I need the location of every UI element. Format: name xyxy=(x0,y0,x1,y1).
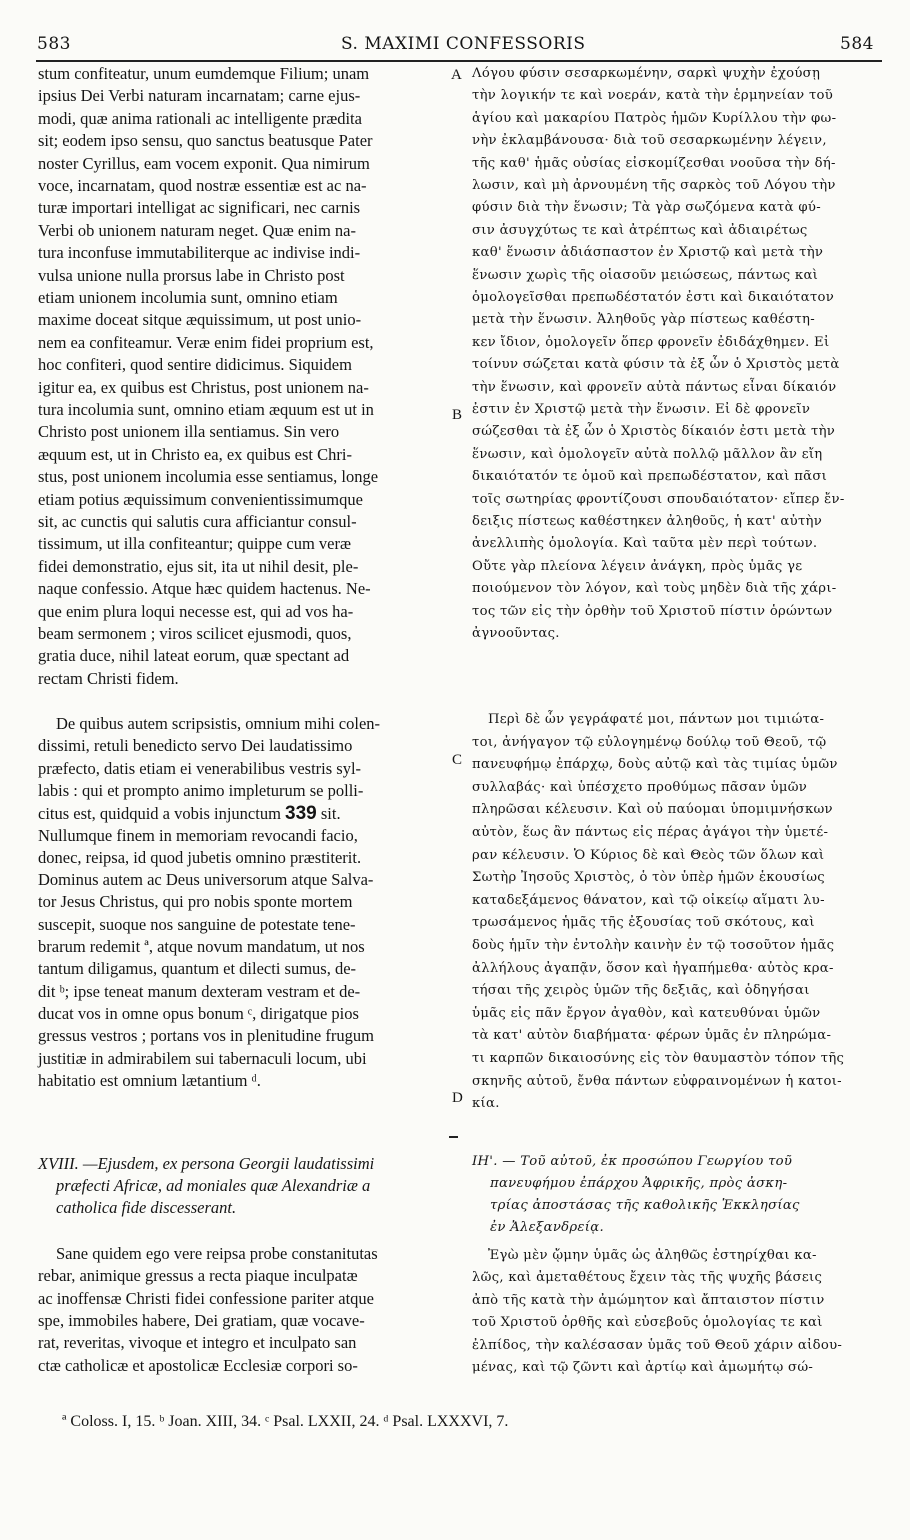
greek-line: συλλαβάς· καὶ ὑπέσχετο προθύμως πᾶσαν ὑμῶν xyxy=(472,779,808,795)
page-number-right: 584 xyxy=(840,34,874,54)
greek-line: σιν ἀσυγχύτως τε καὶ ἀτρέπτως καὶ ἀδιαιρέτως xyxy=(472,222,808,238)
margin-letter-a: A xyxy=(451,67,462,83)
latin-line: brarum redemit ª, atque novum mandatum, ut nos xyxy=(38,937,365,956)
greek-line: τὰ κατ' αὐτὸν διαβήματα· φέρων ὑμᾶς ἐν πληρώμα- xyxy=(472,1028,832,1044)
latin-line: nem ea confiteamur. Veræ enim fidei proprium est, xyxy=(38,332,374,352)
greek-line: ἀπὸ τῆς κατὰ τὴν ἀμώμητον καὶ ἄπταιστον πίστιν xyxy=(472,1292,825,1308)
latin-heading-line: XVIII. —Ejusdem, ex persona Georgii laudatissimi xyxy=(38,1154,375,1173)
latin-line: noster Cyrillus, eam vocem exponit. Qua nimirum xyxy=(38,153,370,173)
latin-line: dissimi, retuli benedicto servo Dei laudatissimo xyxy=(38,736,353,756)
greek-line: πανευφήμῳ ἐπάρχῳ, δοὺς αὐτῷ καὶ τὰς τιμίας ὑμῶν xyxy=(472,757,838,773)
greek-line: δοὺς ἡμῖν τὴν ἐντολὴν καινὴν ἐν τῷ τοσοῦτον ἡμᾶς xyxy=(472,938,835,953)
greek-line: τοίνυν σώζεται κατὰ φύσιν τὰ ἐξ ὧν ὁ Χριστὸς μετὰ xyxy=(472,357,840,373)
latin-line: justitiæ in admirabilem sui tabernaculi locum, ubi xyxy=(38,1048,367,1068)
latin-line: labis : qui et prompto animo impleturum se polli- xyxy=(38,780,364,800)
latin-line: vulsa unione nulla prorsus labe in Christo post xyxy=(38,265,345,285)
greek-line: ἀγνοοῦντας. xyxy=(472,626,560,641)
greek-line: Ἐγὼ μὲν ᾤμην ὑμᾶς ὡς ἀληθῶς ἐστηρίχθαι κα- xyxy=(488,1248,817,1263)
greek-line: τοι, ἀνήγαγον τῷ εὐλογημένῳ δούλῳ τοῦ Θεοῦ, τῷ xyxy=(472,734,827,750)
latin-line: tor Jesus Christus, qui pro nobis sponte mortem xyxy=(38,892,353,912)
latin-line: modi, quæ anima rationali ac intelligente prædita xyxy=(38,108,362,128)
greek-heading-line: τρίας ἀποστάσας τῆς καθολικῆς Ἐκκλησίας xyxy=(490,1198,800,1213)
greek-heading-line: ἐν Ἀλεξανδρείᾳ. xyxy=(490,1220,604,1235)
greek-line: δικαιότατόν τε ὁμοῦ καὶ πρεπωδέστατον, καὶ πᾶσι xyxy=(472,469,828,485)
margin-letter-b: B xyxy=(452,407,463,423)
latin-line: De quibus autem scripsistis, omnium mihi colen- xyxy=(56,714,381,733)
latin-line: tissimum, ut illa confiteantur; quippe cum veræ xyxy=(38,534,351,554)
greek-line: λωσιν, καὶ μὴ ἀρνουμένη τῆς σαρκὸς τοῦ Λόγου τὴν xyxy=(472,178,836,193)
greek-line: καταδεξάμενος θάνατον, καὶ τῷ οἰκείῳ αἵματι λυ- xyxy=(472,892,825,908)
page-number-left: 583 xyxy=(37,34,71,54)
greek-line: Οὔτε γὰρ πλείονα λέγειν ἀνάγκη, πρὸς ὑμᾶς γε xyxy=(472,558,803,574)
column-number: 339 xyxy=(285,803,317,825)
greek-line: τοῖς σωτηρίας φροντίζουσι σπουδαιότατον· εἴπερ ἔν- xyxy=(472,491,845,507)
greek-heading-line: ΙΗ'. — Τοῦ αὐτοῦ, ἐκ προσώπου Γεωργίου τοῦ xyxy=(472,1154,793,1169)
latin-line: voce, incarnatam, quod nostræ essentiæ est ac na- xyxy=(38,176,367,195)
greek-line: πληρῶσαι κέλευσιν. Καὶ οὐ παύομαι ὑπομιμνήσκων xyxy=(472,802,833,818)
latin-line xyxy=(38,803,341,825)
latin-line: tura incolumia sunt, omnino etiam æquum est ut in xyxy=(38,400,374,419)
greek-line: τος τῶν εἰς τὴν ὀρθὴν τοῦ Χριστοῦ πίστιν ὁρώντων xyxy=(472,603,833,619)
latin-line: ducat vos in omne opus bonum ᶜ, dirigatque pios xyxy=(38,1003,359,1023)
greek-line: λῶς, καὶ ἀμεταθέτους ἔχειν τὰς τῆς ψυχῆς βάσεις xyxy=(472,1270,823,1286)
greek-line: σκηνῆς αὐτοῦ, ἔνθα πάντων εὐφραινομένων ἡ κατοι- xyxy=(472,1073,842,1089)
greek-line: ἀνελλιπὴς ὁμολογία. Καὶ ταῦτα μὲν περὶ τούτων. xyxy=(472,536,818,552)
latin-line: hoc confiteri, quod sentire didicimus. Siquidem xyxy=(38,355,352,375)
latin-line: gressus vestros ; portans vos in plenitudine frugum xyxy=(38,1026,374,1046)
latin-line: Verbi ob unionem naturam neget. Quæ enim na- xyxy=(38,220,357,240)
latin-line: Dominus autem ac Deus universorum atque Salva- xyxy=(38,870,374,890)
footnotes: ª Coloss. I, 15. ᵇ Joan. XIII, 34. ᶜ Psal. LXXII, 24. ᵈ Psal. LXXXVI, 7. xyxy=(62,1413,509,1430)
latin-line: beam sermonem ; viros scilicet ejusmodi, quos, xyxy=(38,624,352,643)
latin-line: rat, reveritas, vivoque et integro et inculpato san xyxy=(38,1333,357,1353)
greek-line: τήσαι τῆς χειρὸς ὑμῶν τῆς δεξιᾶς, καὶ ὁδηγήσαι xyxy=(472,983,810,999)
greek-line: ἕνωσιν, καὶ ὁμολογεῖν αὐτὰ πολλῷ μᾶλλον ἂν εἴη xyxy=(472,446,823,462)
latin-line: gratia duce, nihil lateat eorum, quæ spectant ad xyxy=(38,646,350,666)
greek-line: τῆς καθ' ἡμᾶς οὐσίας εἰσκομίζεσθαι νοοῦσα τὴν δή- xyxy=(472,155,836,171)
greek-line: ἕνωσιν χωρὶς τῆς οἱασοῦν μειώσεως, πάντως καὶ xyxy=(472,267,819,283)
latin-line: ctæ catholicæ et apostolicæ Ecclesiæ corpori so- xyxy=(38,1355,358,1375)
greek-line: κεν ἴδιον, ὁμολογεῖν ὅπερ φρονεῖν ἐδιδάχθημεν. Εἰ xyxy=(472,334,830,350)
latin-line: Sane quidem ego vere reipsa probe constanitutas xyxy=(56,1244,378,1263)
greek-line: τὴν λογικήν τε καὶ νοεράν, κατὰ τὴν ἑρμηνείαν τοῦ xyxy=(472,88,834,104)
latin-line: que enim plura loqui necesse est, qui ad vos ha- xyxy=(38,601,354,621)
latin-line: spe, immobiles habere, Dei gratiam, quæ vocave- xyxy=(38,1310,365,1330)
greek-line: μένας, καὶ τῷ ζῶντι καὶ ἀρτίῳ καὶ ἀμωμήτῳ σώ- xyxy=(472,1360,814,1375)
latin-line: tura inconfuse immutabiliterque ac indivise indi- xyxy=(38,243,361,263)
greek-line: τρωσάμενος ἡμᾶς τῆς ἐξουσίας τοῦ σκότους, καὶ xyxy=(472,915,815,931)
greek-line: ραν κέλευσιν. Ὁ Κύριος δὲ καὶ Θεὸς τῶν ὅλων καὶ xyxy=(472,847,825,863)
greek-line: ὑμᾶς εἰς πᾶν ἔργον ἀγαθὸν, καὶ κατευθύναι ὑμῶν xyxy=(472,1005,821,1021)
greek-line: ἐστιν ἐν Χριστῷ μετὰ τὴν ἕνωσιν. Εἰ δὲ φρονεῖν xyxy=(472,402,811,417)
latin-heading-line: catholica fide discesserant. xyxy=(56,1198,237,1217)
latin-line: sit; eodem ipso sensu, quo sanctus beatusque Pater xyxy=(38,131,373,151)
greek-line: δειξις πίστεως καθέστηκεν ἀληθοῦς, ἡ κατ' αὐτὴν xyxy=(472,514,823,529)
greek-line: Περὶ δὲ ὧν γεγράφατέ μοι, πάντων μοι τιμιώτα- xyxy=(488,712,825,727)
latin-line: turæ importari intelligat ac significari, nec carnis xyxy=(38,198,361,218)
margin-letter-c: C xyxy=(452,752,463,768)
greek-line: νὴν ἐκλαμβάνουσα· διὰ τοῦ σεσαρκωμένην λέγειν, xyxy=(472,133,827,149)
greek-line: μετὰ τὴν ἕνωσιν. Ἀληθοῦς γὰρ πίστεως καθέστη- xyxy=(472,312,815,328)
latin-line: maxime doceat sitque æquissimum, ut post unio- xyxy=(38,310,362,330)
latin-line: etiam unionem incolumia sunt, omnino etiam xyxy=(38,288,338,307)
greek-line: ἁγίου καὶ μακαρίου Πατρὸς ἡμῶν Κυρίλλου τὴν φω- xyxy=(472,110,837,126)
greek-line: ἐλπίδος, τὴν καλέσασαν ὑμᾶς τοῦ Θεοῦ χάριν αἰδου- xyxy=(472,1337,843,1353)
latin-line: rebar, animique gressus a recta piaque inculpatæ xyxy=(38,1266,358,1286)
greek-line: κία. xyxy=(472,1096,500,1112)
latin-line: ac inoffensæ Christi fidei confessione pariter atque xyxy=(38,1288,375,1308)
greek-line: φύσιν διὰ τὴν ἕνωσιν; Τὰ γὰρ σωζόμενα κατὰ φύ- xyxy=(472,200,821,216)
page-title: S. MAXIMI CONFESSORIS xyxy=(341,34,586,54)
greek-line: τι καρπῶν δικαιοσύνης εἰς τὸν θαυμαστὸν τόπον τῆς xyxy=(472,1051,845,1066)
latin-line-text: sit. xyxy=(316,804,341,824)
latin-line: stus, post unionem incolumia esse sentiamus, longe xyxy=(38,467,379,487)
latin-line: tantum diligamus, quantum et dilecti sumus, de- xyxy=(38,959,357,979)
greek-line: σώζεσθαι τὰ ἐξ ὧν ὁ Χριστὸς δίκαιόν ἐστι μετὰ τὴν xyxy=(472,424,836,440)
latin-line: igitur ea, ex quibus est Christus, post unionem na- xyxy=(38,377,369,397)
latin-line: stum confiteatur, unum eumdemque Filium; unam xyxy=(38,64,370,83)
latin-line: æquum est, ut in Christo ea, ex quibus est Chri- xyxy=(38,444,352,464)
latin-heading-line: præfecti Africæ, ad moniales quæ Alexandriæ a xyxy=(56,1176,371,1195)
greek-line: τὴν ἕνωσιν, καὶ φρονεῖν αὐτὰ πάντως εἶναι δίκαιόν xyxy=(472,379,837,395)
latin-line: etiam potius æquissimum convenientissimumque xyxy=(38,489,363,509)
latin-line: præfecto, datis etiam ei venerabilibus vestris syl- xyxy=(38,758,362,778)
latin-line: naque confessio. Atque hæc quidem hactenus. Ne- xyxy=(38,579,371,599)
greek-line: ὁμολογεῖσθαι πρεπωδέστατόν ἐστι καὶ δικαιότατον xyxy=(472,290,835,305)
latin-line: suscepit, suoque nos sanguine de potestate tene- xyxy=(38,914,356,934)
greek-line: καθ' ἕνωσιν ἀδιάσπαστον ἐν Χριστῷ καὶ μετὰ τὴν xyxy=(472,245,824,261)
greek-line: ἀλλήλους ἀγαπᾷν, ὅσον καὶ ἠγαπήμεθα· αὐτὸς κρα- xyxy=(472,960,834,976)
latin-line: habitatio est omnium lætantium ᵈ. xyxy=(38,1070,261,1090)
header-rule xyxy=(36,60,882,62)
greek-line: τοῦ Χριστοῦ ὀρθῆς καὶ εὐσεβοῦς ὁμολογίας τε καὶ xyxy=(472,1315,823,1331)
latin-line: ipsius Dei Verbi naturam incarnatam; carne ejus- xyxy=(38,86,361,106)
margin-letter-d: D xyxy=(452,1090,463,1106)
latin-line: fidei demonstratio, ejus sit, ita ut nihil desit, ple- xyxy=(38,556,359,576)
latin-line-text: citus est, quidquid a vobis injunctum xyxy=(38,804,281,824)
greek-line: ποιούμενον τὸν λόγον, καὶ τοὺς μηδὲν διὰ τῆς χάρι- xyxy=(472,581,837,597)
latin-line: Nullumque finem in memoriam revocandi facio, xyxy=(38,825,358,845)
column-divider-mark xyxy=(449,1136,458,1138)
greek-line: Λόγου φύσιν σεσαρκωμένην, σαρκὶ ψυχὴν ἐχούσῃ xyxy=(472,66,821,81)
latin-line: rectam Christi fidem. xyxy=(38,668,179,688)
greek-heading-line: πανευφήμου ἐπάρχου Ἀφρικῆς, πρὸς ἀσκη- xyxy=(490,1176,788,1191)
latin-line: dit ᵇ; ipse teneat manum dexteram vestram et de- xyxy=(38,981,361,1001)
latin-line: donec, reipsa, id quod jubetis omnino præstiterit. xyxy=(38,847,362,867)
greek-line: Σωτὴρ Ἰησοῦς Χριστὸς, ὁ τὸν ὑπὲρ ἡμῶν ἑκουσίως xyxy=(472,870,825,886)
greek-line: αὐτὸν, ἕως ἂν πάντως εἰς πέρας ἀγάγοι τὴν ὑμετέ- xyxy=(472,825,829,840)
latin-line: Christo post unionem illa sentiamus. Sin vero xyxy=(38,422,340,442)
latin-line: sit, ac cunctis qui salutis cura afficiantur consul- xyxy=(38,512,357,531)
